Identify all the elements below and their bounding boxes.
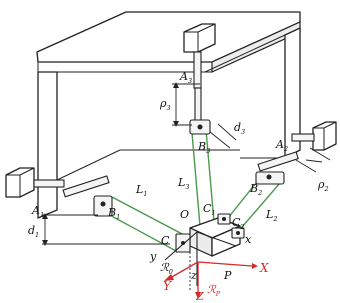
label-d3: $d_3$ xyxy=(234,121,246,136)
frame-top-face xyxy=(37,12,300,62)
rod-1 xyxy=(63,176,109,197)
label-L2: $L_2$ xyxy=(266,208,278,223)
label-x: x xyxy=(245,233,252,246)
joint-B2 xyxy=(256,172,284,184)
label-d1: $d_1$ xyxy=(28,224,40,239)
label-P: P xyxy=(224,269,232,282)
dimension-d3 xyxy=(210,124,236,148)
label-R0: ℛ$_0$ xyxy=(160,261,173,276)
label-A3: $A_3$ xyxy=(180,70,193,85)
label-y: y xyxy=(150,250,157,263)
dimension-rho2 xyxy=(296,148,330,172)
frame-left-leg xyxy=(38,72,57,218)
label-B2: $B_2$ xyxy=(250,182,263,197)
joint-B3 xyxy=(190,120,210,134)
rod-2 xyxy=(258,152,298,171)
label-A1: $A_1$ xyxy=(32,204,45,219)
label-X: X xyxy=(260,261,269,275)
label-z: z xyxy=(191,269,197,282)
label-RP: ℛ$_P$ xyxy=(207,283,221,298)
label-rho2: $\rho_2$ xyxy=(318,178,329,193)
label-O: O xyxy=(180,208,190,221)
label-L1: $L_1$ xyxy=(136,183,148,198)
label-C2: $C_2$ xyxy=(232,216,245,231)
label-L3: $L_3$ xyxy=(178,176,190,191)
label-A2: $A_2$ xyxy=(276,138,289,153)
label-B1: $B_1$ xyxy=(108,206,121,221)
label-B3: $B_3$ xyxy=(198,140,211,155)
label-Z: Z xyxy=(196,290,204,303)
label-C3: C xyxy=(161,234,170,247)
label-C1: $C_1$ xyxy=(203,202,216,217)
label-rho3: $\rho_3$ xyxy=(160,97,171,112)
label-Y: Y xyxy=(163,279,171,293)
